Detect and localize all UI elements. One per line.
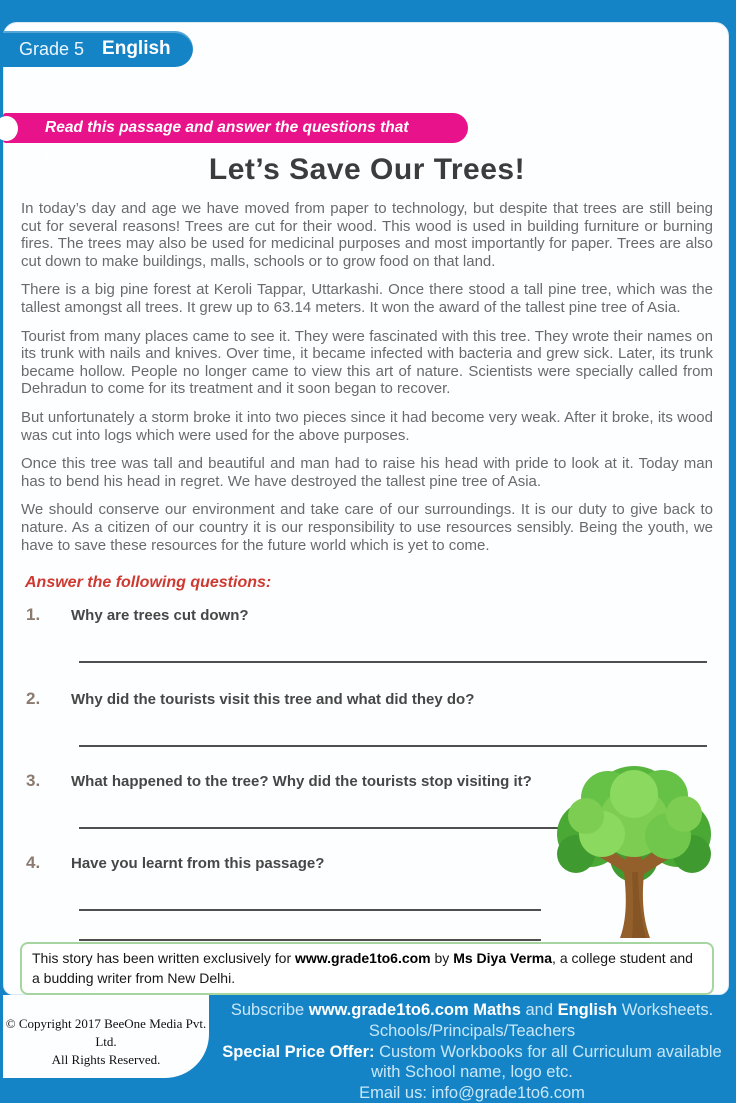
subscribe-text: Worksheets. — [617, 1001, 714, 1019]
subscribe-text: Subscribe — [230, 1001, 309, 1019]
tree-illustration — [538, 760, 730, 938]
passage-paragraph: We should conserve our environment and take care of our surroundings. It is our duty to give back to nature. As a citizen of our country it is our responsibility to use resources sensibly. Being the youth, we have to save these resources for the future world which is yet to come. — [21, 501, 713, 554]
instruction-text: Read this passage and answer the questions that follows. — [45, 119, 409, 166]
passage-title: Let’s Save Our Trees! — [208, 153, 526, 186]
footer-subscribe-block — [210, 1000, 734, 1103]
answer-line — [79, 909, 541, 911]
question-item — [21, 605, 713, 625]
subscribe-line-5: Email us: info@grade1to6.com — [359, 1084, 585, 1103]
question-number: 1. — [26, 605, 41, 625]
credit-note — [20, 942, 714, 995]
credit-author-name: Ms Diya Verma — [453, 950, 553, 966]
question-item — [21, 689, 713, 709]
question-text: Why did the tourists visit this tree and what did they do? — [71, 691, 475, 709]
question-number: 4. — [26, 853, 41, 873]
passage-paragraph: Tourist from many places came to see it. They were fascinated with this tree. They wrote their names on its trunk with nails and knives. Over time, it became infected with bacteria and grew sick. Later, its trunk became hollow. People no longer came to view this art of nature. Scientists were specially called from Dehradun to come for its treatment and it soon began to recover. — [21, 327, 713, 398]
subject-label: English — [102, 38, 171, 59]
grade-label: Grade 5 — [19, 38, 85, 59]
special-offer-label: Special Price Offer: — [222, 1042, 375, 1061]
question-number: 3. — [26, 771, 41, 791]
question-text: Have you learnt from this passage? — [71, 855, 325, 873]
passage-paragraph: Once this tree was tall and beautiful and man had to raise his head with pride to look at it. Today man has to bend his head in regret. We have destroyed the tallest pine tree of Asia. — [21, 455, 713, 490]
question-text: Why are trees cut down? — [71, 607, 249, 625]
credit-text-post: , a college student and a budding writer from New Delhi. — [32, 950, 693, 986]
subscribe-text: and — [520, 1001, 558, 1019]
answer-line — [79, 939, 541, 941]
answer-line — [79, 661, 707, 663]
questions-heading: Answer the following questions: — [25, 574, 272, 592]
site-maths-label: www.grade1to6.com Maths — [308, 1001, 521, 1019]
credit-text-mid: by — [430, 950, 454, 966]
subscribe-line-3 — [210, 1042, 734, 1063]
subscribe-text: Custom Workbooks for all Curriculum available — [374, 1042, 722, 1061]
passage-paragraph: In today’s day and age we have moved from paper to technology, but despite that trees are still being cut for several reasons! Trees are cut for their wood. This wood is used in building furniture or burning fires. The trees may also be used for medicinal purposes and most importantly for paper. Trees are also cut down to make buildings, malls, schools or to grow food on that land. — [21, 200, 713, 270]
passage-paragraph: But unfortunately a storm broke it into two pieces since it had become very weak. After it broke, its wood was cut into logs which were used for the above purposes. — [21, 408, 713, 444]
copyright-line-2: All Rights Reserved. — [51, 1052, 161, 1068]
question-number: 2. — [26, 689, 41, 709]
credit-site-name: www.grade1to6.com — [295, 950, 431, 966]
banner-notch-icon — [0, 116, 18, 141]
copyright-panel — [3, 995, 209, 1078]
question-text: What happened to the tree? Why did the tourists stop visiting it? — [71, 773, 532, 791]
copyright-line-1: © Copyright 2017 BeeOne Media Pvt. Ltd. — [5, 1016, 207, 1050]
grade-level-badge — [3, 31, 193, 67]
answer-line — [79, 745, 707, 747]
subscribe-line-2: Schools/Principals/Teachers — [368, 1021, 576, 1040]
passage-paragraph: There is a big pine forest at Keroli Tappar, Uttarkashi. Once there stood a tall pine tree, which was the tallest amongst all trees. It grew up to 63.14 meters. It won the award of the tallest pine tree of Asia. — [21, 281, 713, 316]
credit-text-pre: This story has been written exclusively for — [32, 950, 295, 966]
instruction-banner — [3, 113, 468, 166]
english-label: English — [557, 1001, 618, 1019]
subscribe-line-4: with School name, logo etc. — [371, 1063, 573, 1082]
subscribe-line-1 — [210, 1000, 734, 1021]
